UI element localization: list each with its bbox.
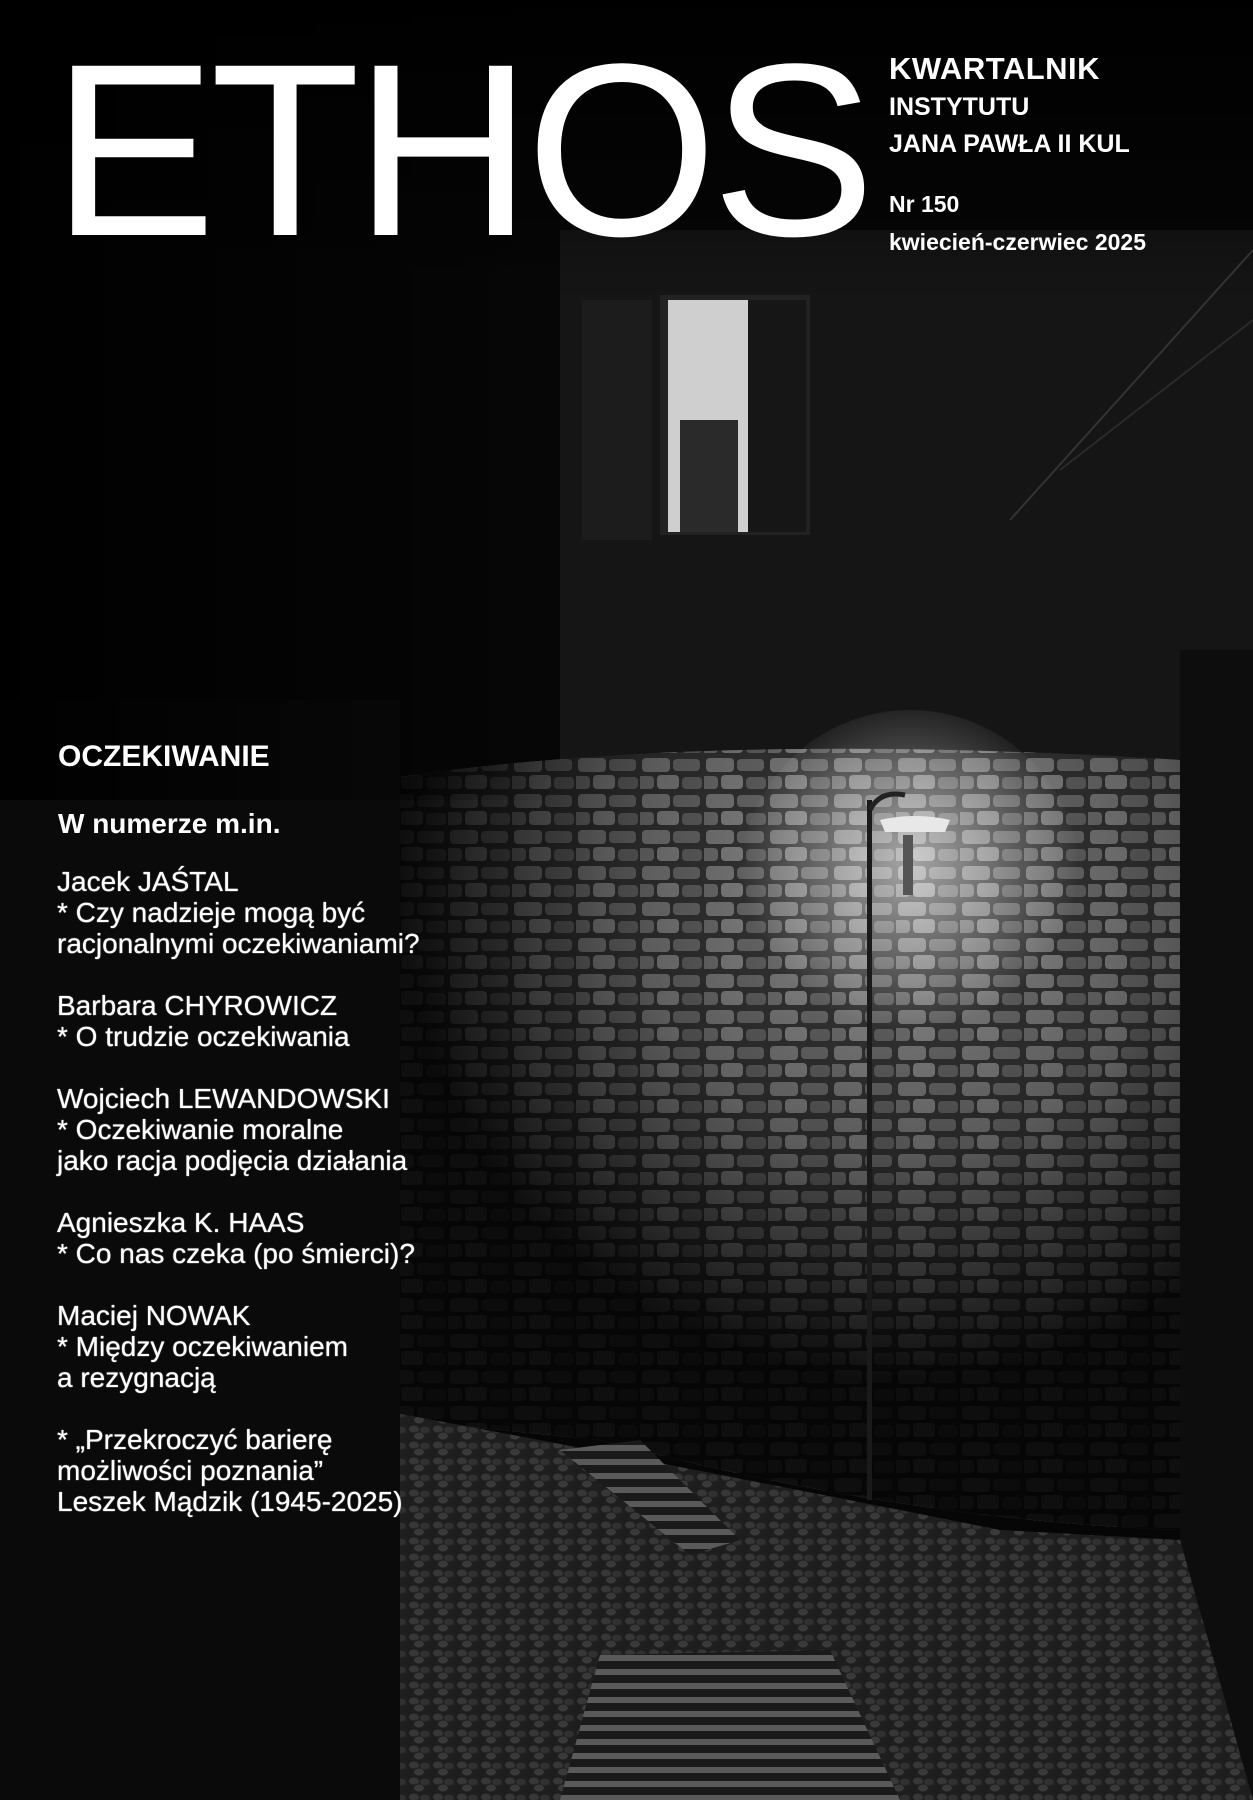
toc-title: * „Przekroczyć barierę (57, 1424, 333, 1455)
issue-info (889, 185, 1146, 261)
toc-entry (57, 1300, 420, 1393)
toc-entry (57, 1424, 420, 1517)
issue-number: Nr 150 (889, 191, 960, 217)
in-this-issue-label: W numerze m.in. (58, 808, 281, 839)
publisher-line: JANA PAWŁA II KUL (889, 129, 1130, 158)
toc-author: Maciej NOWAK (57, 1300, 251, 1331)
issue-theme: OCZEKIWANIE (58, 740, 270, 773)
issue-period: kwiecień-czerwiec 2025 (889, 229, 1146, 255)
toc-entry (57, 990, 420, 1052)
toc-title: jako racja podjęcia działania (57, 1145, 408, 1176)
toc-title: Leszek Mądzik (1945-2025) (57, 1486, 403, 1517)
toc-entry (57, 866, 420, 959)
toc-title: * Co nas czeka (po śmierci)? (57, 1238, 415, 1269)
toc-entry (57, 1083, 420, 1176)
toc-title: * Czy nadzieje mogą być (57, 897, 366, 928)
publisher-block (889, 50, 1130, 163)
toc-author: Wojciech LEWANDOWSKI (57, 1083, 390, 1114)
table-of-contents (57, 866, 420, 1548)
toc-title: * O trudzie oczekiwania (57, 1021, 350, 1052)
toc-entry (57, 1207, 420, 1269)
toc-author: Barbara CHYROWICZ (57, 990, 338, 1021)
toc-author: Jacek JAŚTAL (57, 866, 239, 897)
toc-title: * Między oczekiwaniem (57, 1331, 348, 1362)
publisher-line: INSTYTUTU (889, 92, 1030, 121)
masthead-title: ETHOS (52, 13, 870, 288)
toc-title: racjonalnymi oczekiwaniami? (57, 928, 420, 959)
toc-author: Agnieszka K. HAAS (57, 1207, 305, 1238)
toc-title: a rezygnacją (57, 1362, 216, 1393)
toc-title: * Oczekiwanie moralne (57, 1114, 344, 1145)
toc-title: możliwości poznania” (57, 1455, 324, 1486)
publisher-line: KWARTALNIK (889, 51, 1101, 86)
